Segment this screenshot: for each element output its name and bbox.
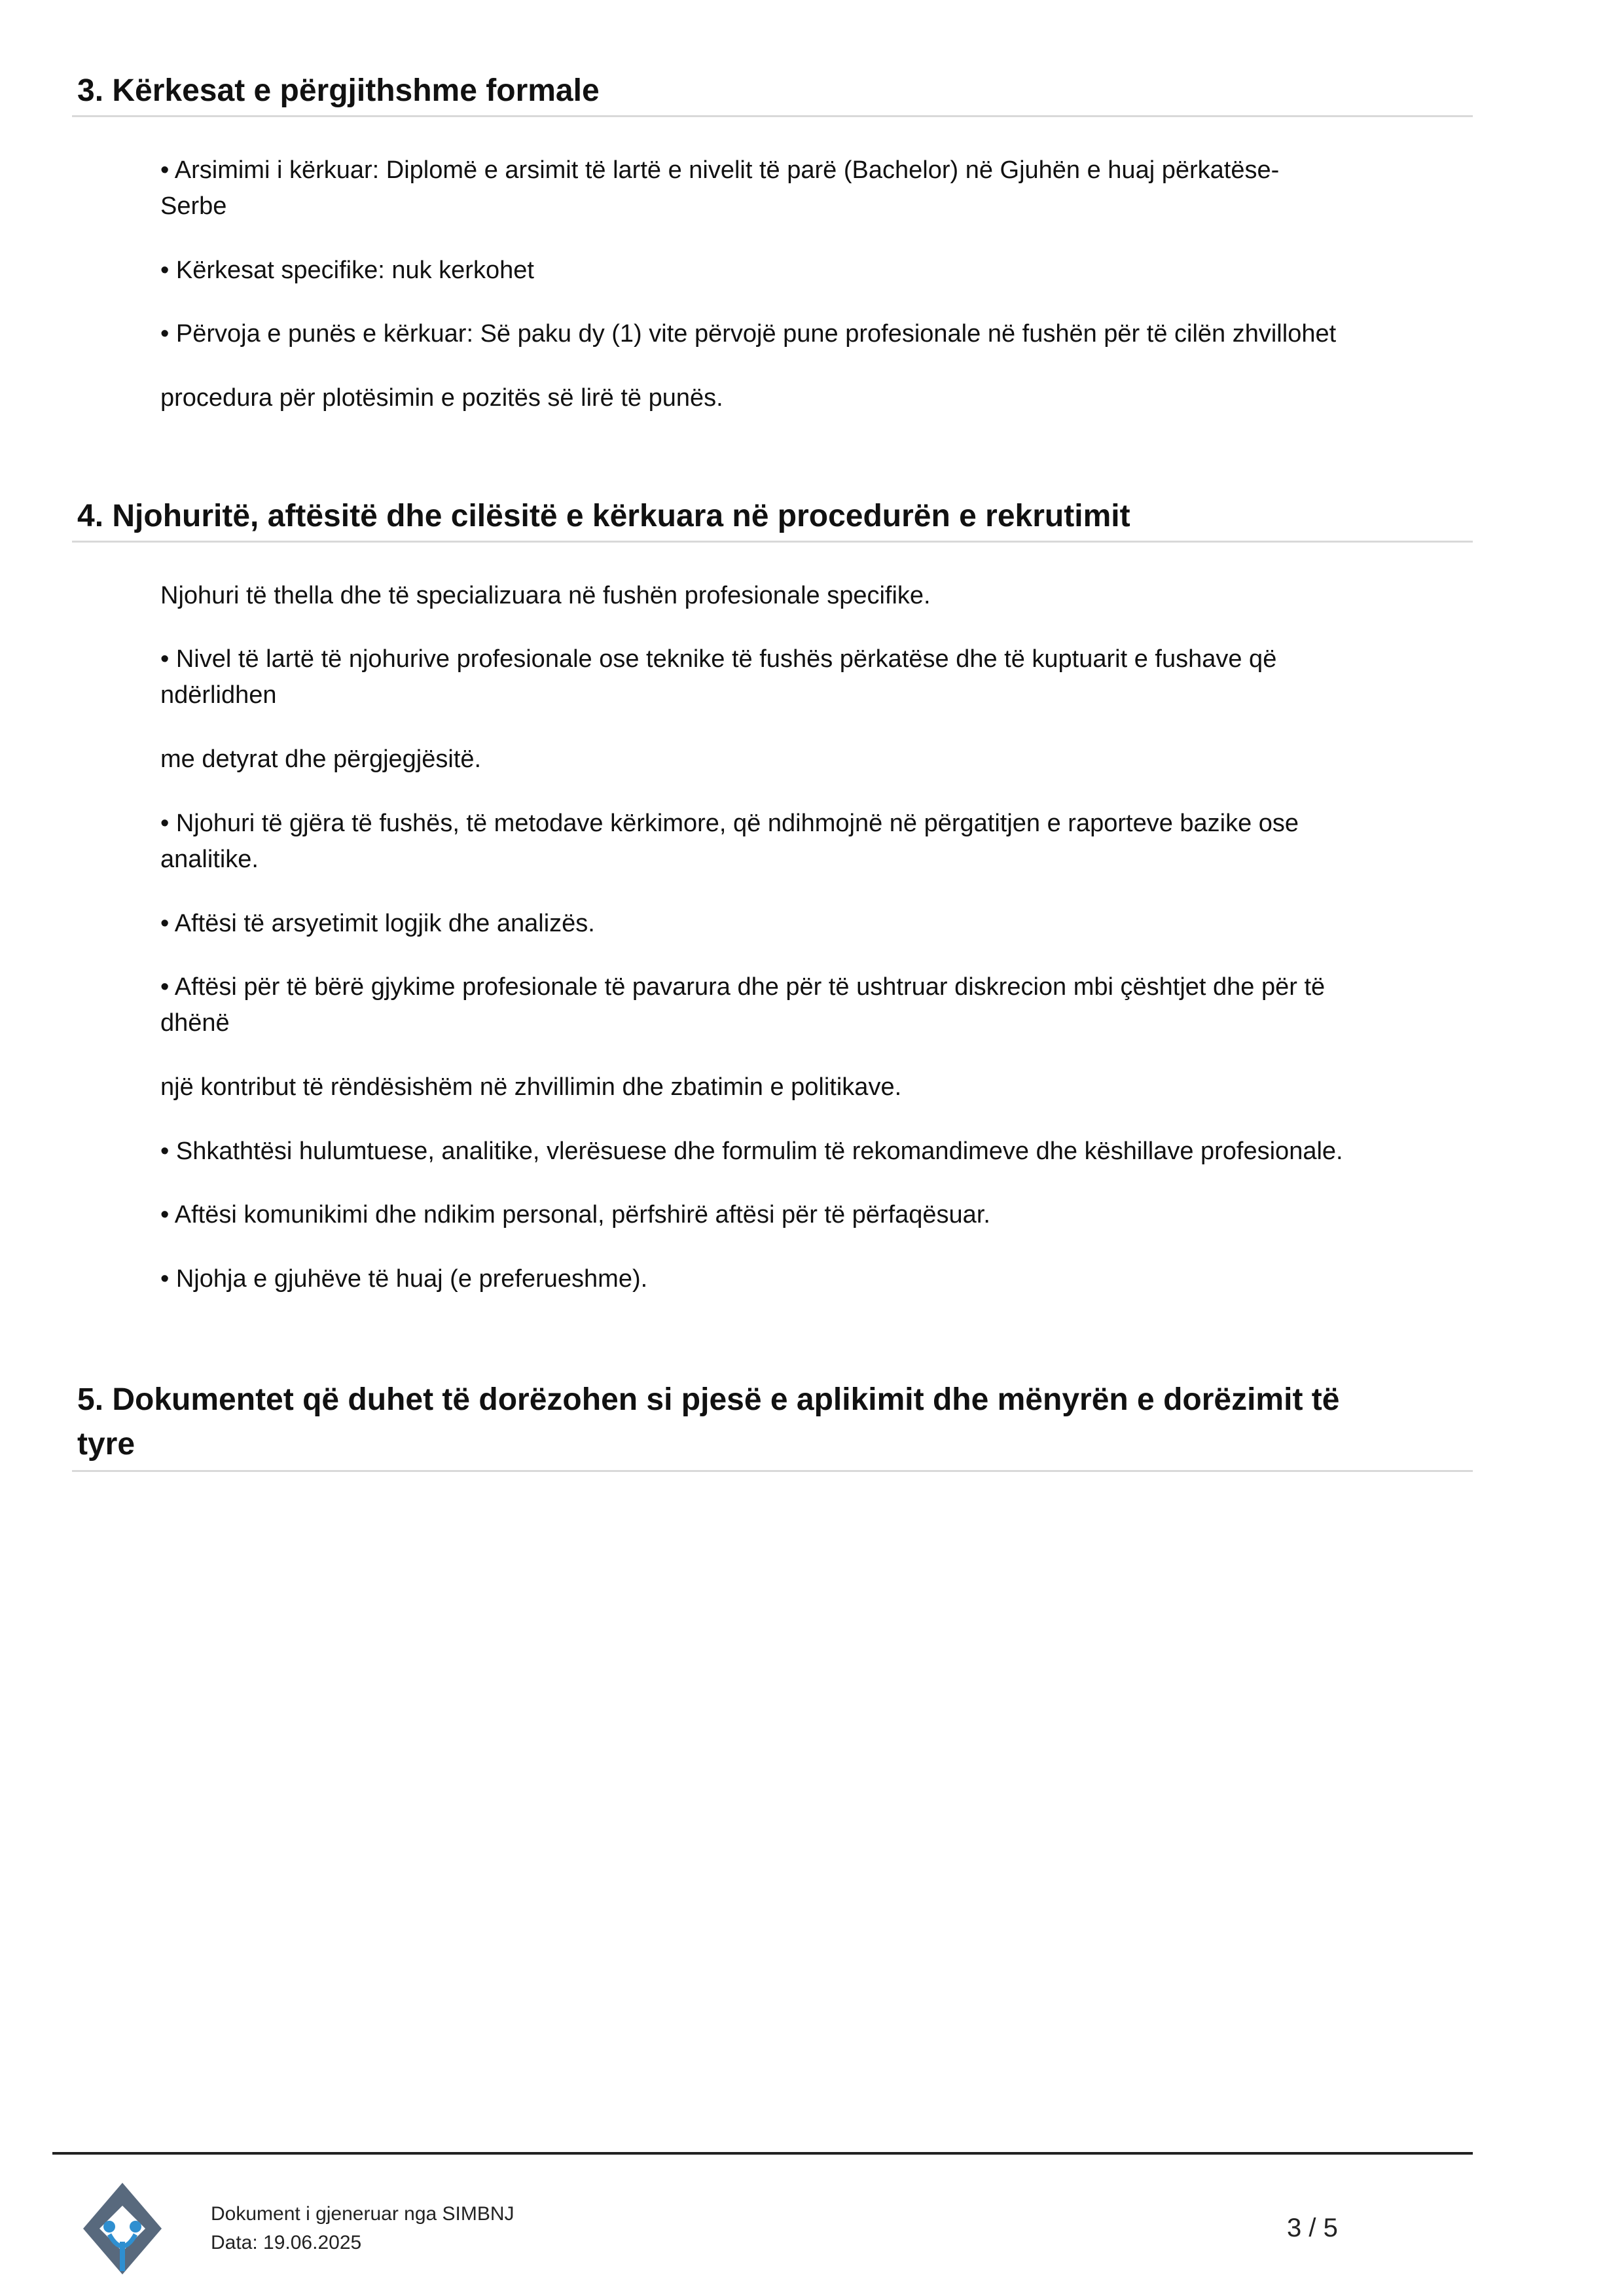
section-divider xyxy=(72,115,1473,117)
section-5-heading xyxy=(72,1378,1473,1467)
paragraph: Njohuri të thella dhe të specializuara në fushën profesionale specifike. xyxy=(160,582,931,609)
paragraph: me detyrat dhe përgjegjësitë. xyxy=(160,745,482,773)
paragraph: • Aftësi të arsyetimit logjik dhe analizës. xyxy=(160,910,595,937)
paragraph: • Arsimimi i kërkuar: Diplomë e arsimit të lartë e nivelit të parë (Bachelor) në Gjuhën e huaj përkatëse- xyxy=(160,156,1280,184)
paragraph: një kontribut të rëndësishëm në zhvillimin dhe zbatimin e politikave. xyxy=(160,1073,902,1101)
section-3-heading xyxy=(72,69,1473,113)
section-title: 3. Kërkesat e përgjithshme formale xyxy=(77,73,600,108)
paragraph: • Nivel të lartë të njohurive profesionale ose teknike të fushës përkatëse dhe të kuptuarit e fushave që xyxy=(160,645,1277,673)
paragraph: • Aftësi komunikimi dhe ndikim personal, përfshirë aftësi për të përfaqësuar. xyxy=(160,1201,990,1229)
footer-generated-by: Dokument i gjeneruar nga SIMBNJ xyxy=(211,2203,514,2225)
simbnj-logo-icon xyxy=(80,2179,165,2278)
section-4-heading xyxy=(72,494,1473,539)
footer-date: Data: 19.06.2025 xyxy=(211,2232,362,2253)
section-title: 4. Njohuritë, aftësitë dhe cilësitë e kërkuara në procedurën e rekrutimit xyxy=(77,499,1130,533)
section-title-line-2: tyre xyxy=(77,1427,135,1462)
paragraph: • Aftësi për të bërë gjykime profesionale të pavarura dhe për të ushtruar diskrecion mbi çështjet dhe për të xyxy=(160,973,1326,1001)
paragraph: • Kërkesat specifike: nuk kerkohet xyxy=(160,257,534,284)
paragraph: Serbe xyxy=(160,192,227,220)
paragraph: procedura për plotësimin e pozitës së lirë të punës. xyxy=(160,384,723,412)
paragraph: dhënë xyxy=(160,1009,230,1037)
paragraph: • Njohja e gjuhëve të huaj (e preferueshme). xyxy=(160,1265,648,1293)
section-divider xyxy=(72,1470,1473,1472)
paragraph: • Njohuri të gjëra të fushës, të metodave kërkimore, që ndihmojnë në përgatitjen e raporteve bazike ose xyxy=(160,810,1299,837)
paragraph: analitike. xyxy=(160,846,259,873)
paragraph: • Shkathtësi hulumtuese, analitike, vlerësuese dhe formulim të rekomandimeve dhe këshillave profesionale. xyxy=(160,1138,1343,1165)
page-number: 3 / 5 xyxy=(1287,2214,1338,2242)
paragraph: ndërlidhen xyxy=(160,681,277,709)
footer-divider xyxy=(52,2152,1473,2155)
paragraph: • Përvoja e punës e kërkuar: Së paku dy (1) vite përvojë pune profesionale në fushën për të cilën zhvillohet xyxy=(160,320,1337,348)
section-title-line-1: 5. Dokumentet që duhet të dorëzohen si pjesë e aplikimit dhe mënyrën e dorëzimit të xyxy=(77,1382,1340,1417)
section-divider xyxy=(72,541,1473,543)
